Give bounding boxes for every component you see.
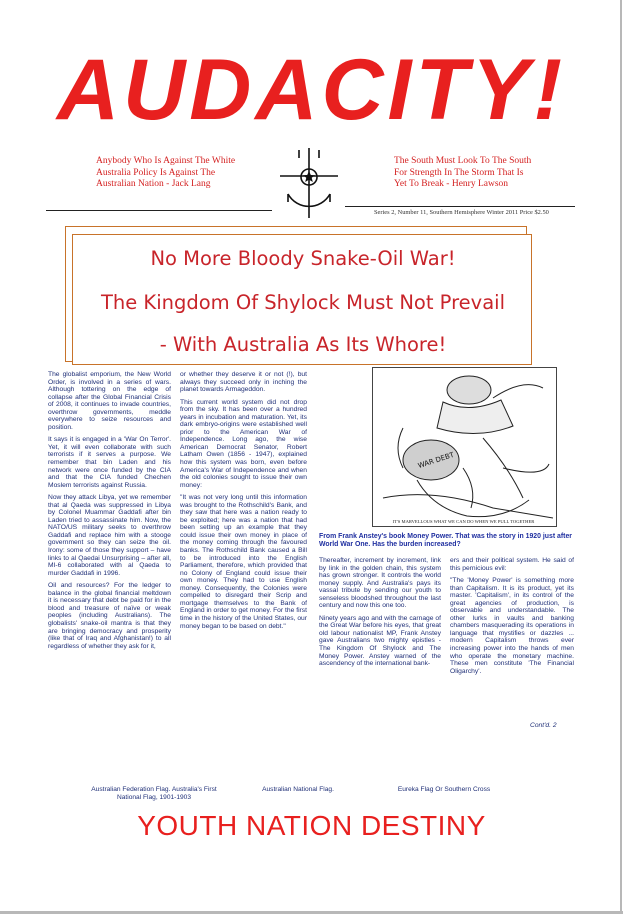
southern-cross-emblem-icon: [276, 146, 342, 220]
paragraph: Ninety years ago and with the carnage of the Great War before his eyes, that great old labour nationalist MP, Frank Anstey gave Australians two mighty epistles - The Kingdom Of Shylock and The Money Power. Anstey warned of the ascendency of the international bank-: [319, 614, 441, 668]
headline-line-3: - With Australia As Its Whore!: [159, 333, 447, 356]
money-power-cartoon-icon: [372, 367, 557, 527]
flag-caption-eureka: Eureka Flag Or Southern Cross: [397, 786, 491, 793]
paragraph: "It was not very long until this information was brought to the Rothschild's Bank, and they saw that here was a nation ready to be exploited; here was a nation that had been setting up an example that they could issue their own money in place of the money coming through the favoured banks. The Rothschild Bank caused a Bill to be introduced into the English Parliament, therefore, which provided that no Colony of England could issue their own money. They had to use English money. Consequently, the Colonies were compelled to disregard their Scrip and mortgage themselves to the Bank of England in order to get money. For the first time in the history of the United States, our money began to be based on debt.": [180, 494, 307, 630]
headline-line-2: The Kingdom Of Shylock Must Not Prevail: [100, 291, 506, 314]
continued-note: Cont'd. 2: [530, 722, 557, 729]
paragraph: Thereafter, increment by increment, link by link in the golden chain, this system has grown stronger. It controls the world money supply. And Australia's pays its vassal tribute by sending our youth to senseless bloodshed throughout the last century and now this one too.: [319, 557, 441, 610]
headline-line-1: No More Bloody Snake-Oil War!: [150, 247, 456, 270]
quote-right: The South Must Look To The South For Strength In The Storm That Is Yet To Break - Henry Lawson: [394, 156, 532, 189]
paragraph: This current world system did not drop from the sky. It has been over a hundred years in incubation and maturation. Yet, its dark embryo-origins were established well prior to the American War of Independence. Long ago, the wise American Democrat Senator, Robert Latham Owen (1856 - 1947), explained how this system was born, even before America's War of Independence and when the old colonies sought to issue their own money:: [180, 398, 307, 489]
paragraph: or whether they deserve it or not (!), but always they succeed only in inching the planet towards Armageddon.: [180, 371, 307, 394]
flag-caption-national: Australian National Flag.: [262, 786, 334, 793]
article-column-4: [450, 557, 574, 680]
cartoon-bag-label: WAR DEBT: [417, 450, 456, 471]
masthead-title: AUDACITY!: [57, 42, 566, 138]
footer-slogan: YOUTH NATION DESTINY: [137, 810, 486, 841]
article-column-1: [48, 371, 171, 655]
paragraph: ers and their political system. He said of this pernicious evil:: [450, 557, 574, 572]
series-line: Series 2, Number 11, Southern Hemisphere Winter 2011 Price $2.50: [374, 209, 549, 216]
cartoon-main-caption: From Frank Anstey's book Money Power. That was the story in 1920 just after World War One. Has the burden increased?: [319, 533, 572, 549]
paragraph: It says it is engaged in a 'War On Terror'. Yet, it will even collaborate with such terrorists if it serves a purpose. We remember that bin Laden and his network were once funded by the CIA and that the CIA funded Chechen Moslem terrorists against Russia.: [48, 436, 171, 489]
article-column-2: [180, 371, 307, 635]
article-column-3: [319, 557, 441, 673]
paragraph: The globalist emporium, the New World Order, is involved in a series of wars. Although tottering on the edge of collapse after the Global Financial Crisis of 2008, it continues to invade countries, overthrow governments, meddle everywhere to seize resources and position.: [48, 371, 171, 431]
cartoon-caption: IT'S MARVELLOUS WHAT WE CAN DO WHEN WE PULL TOGETHER: [392, 519, 535, 524]
quote-left: Anybody Who Is Against The White Australia Policy Is Against The Australian Nation - Jack Lang: [96, 156, 236, 189]
masthead-rule-left: [46, 210, 272, 211]
paragraph: Now they attack Libya, yet we remember that al Qaeda was suppressed in Libya by Colonel Muammar Gaddafi after bin Laden tried to assassinate him. Now, the NATO/US military seeks to overthrow Gaddafi and replace him with a stooge government so they can seize the oil. Irony: some of those they support – have links to al Qaedai Unsurprising – after all, MI-6 collaborated with al Qaeda to murder Gaddafi in 1996.: [48, 494, 171, 577]
masthead-rule-right: [345, 206, 575, 207]
paragraph: "The 'Money Power' is something more than Capitalism. It is its product, yet its master. 'Capitalism', in its control of the great agencies of production, is observable and understandable. The other lurks in vaults and banking chambers masquerading its operations in language that mystifies or dazzles ... modern Capitalism throws ever increasing power into the hands of men who operate the monetary machine. These men constitute 'The Financial Oligarchy'.: [450, 577, 574, 675]
paragraph: Oil and resources? For the ledger to balance in the global financial meltdown it is necessary that debt be paid for in the blood and treasure of naïve or weak peoples (including Australians). The globalists' snake-oil mantra is that they are bringing democracy and prosperity (like that of Iraq and Afghanistan!) to all regardless of whether they ask for it,: [48, 582, 171, 650]
headline-box: [72, 234, 532, 365]
flag-caption-federation: Australian Federation Flag. Australia's First National Flag, 1901-1903: [91, 786, 217, 801]
